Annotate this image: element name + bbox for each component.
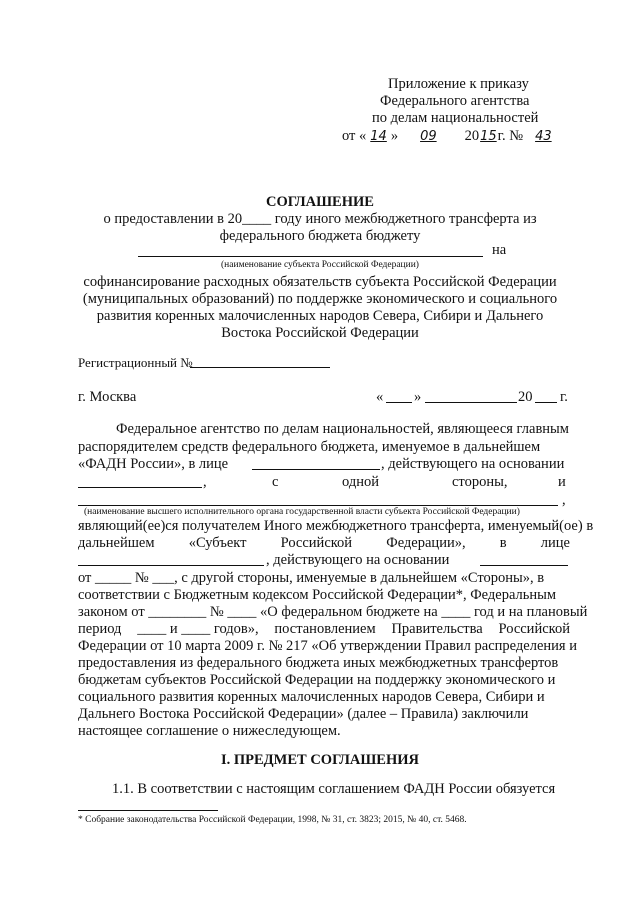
- date-prefix: от «: [342, 128, 367, 144]
- footnote-text: * Собрание законодательства Российской Федерации, 1998, № 31, ст. 3823; 2015, № 40, ст. 5468.: [78, 815, 467, 825]
- body-line-1: Федеральное агентство по делам национальностей, являющееся главным: [116, 421, 569, 437]
- body-line-18: настоящее соглашение о нижеследующем.: [78, 723, 341, 739]
- body-line-12-part-4: Правительства: [391, 621, 483, 637]
- representative-blank: [252, 469, 380, 470]
- body-line-10: соответствии с Бюджетным кодексом Российской Федерации*, Федеральным: [78, 587, 557, 603]
- date-mid: »: [390, 128, 399, 144]
- date-day-blank: [386, 402, 412, 403]
- body-line-4-comma: ,: [203, 474, 207, 490]
- authority-caption: (наименование высшего исполнительного органа государственной власти субъекта Российской Федерации): [84, 507, 520, 517]
- body-line-7-word-4: Федерации»,: [386, 535, 466, 551]
- body-line-12-part-1: период: [78, 621, 122, 637]
- body-line-3-start: «ФАДН России», в лице: [78, 456, 229, 472]
- subtitle-line-1: о предоставлении в 20____ году иного межбюджетного трансферта из: [103, 211, 537, 227]
- body-line-4-word-2: одной: [342, 474, 379, 490]
- body-line-12-part-2: ____ и ____ годов»,: [137, 621, 259, 637]
- date-year-suffix: г.: [560, 389, 568, 405]
- body-line-4-word-3: стороны,: [452, 474, 508, 490]
- body-line-7-word-1: дальнейшем: [78, 535, 155, 551]
- handwritten-year: 15: [480, 129, 497, 144]
- city-name: г. Москва: [78, 389, 137, 405]
- body-line-16: социального развития коренных малочисленных народов Севера, Сибири и: [78, 689, 545, 705]
- appendix-line-2: Федерального агентства: [380, 93, 530, 109]
- body-line-6: являющий(ее)ся получателем Иного межбюджетного трансферта, именуемый(ое) в: [78, 518, 594, 534]
- subject-name-blank: [138, 256, 483, 257]
- subtitle-line-2: федерального бюджета бюджету: [219, 228, 421, 244]
- body-line-3-end: , действующего на основании: [381, 456, 565, 472]
- body-line-9: от _____ № ___, с другой стороны, именуемые в дальнейшем «Стороны», в: [78, 570, 545, 586]
- subject-basis-blank: [480, 565, 568, 566]
- body-line-11: законом от ________ № ____ «О федеральном бюджете на ____ год и на плановый: [78, 604, 588, 620]
- handwritten-day: 14: [370, 129, 387, 144]
- body-line-7-word-5: в: [499, 535, 507, 551]
- year-prefix: 20: [464, 128, 480, 144]
- handwritten-month: 09: [420, 129, 437, 144]
- footnote-separator: [78, 810, 218, 811]
- section-1-heading: I. ПРЕДМЕТ СОГЛАШЕНИЯ: [220, 752, 419, 768]
- body-line-12: [78, 621, 570, 638]
- date-month-blank: [425, 402, 517, 403]
- body-line-17: Дальнего Востока Российской Федерации» (далее – Правила) заключили: [78, 706, 529, 722]
- number-label: г. №: [497, 128, 524, 144]
- handwritten-number: 43: [535, 129, 552, 144]
- section-1-paragraph-1: 1.1. В соответствии с настоящим соглашением ФАДН России обязуется: [112, 781, 556, 797]
- subtitle-line-5: (муниципальных образований) по поддержке экономического и социального: [82, 291, 558, 307]
- body-line-12-part-5: Российской: [498, 621, 570, 637]
- body-line-4-word-1: с: [272, 474, 279, 490]
- subtitle-line-3-end: на: [492, 242, 507, 258]
- subject-representative-blank: [78, 565, 264, 566]
- subtitle-line-4: софинансирование расходных обязательств субъекта Российской Федерации: [83, 274, 557, 290]
- body-line-7-word-3: Российской: [280, 535, 353, 551]
- basis-blank: [78, 487, 202, 488]
- body-line-7: [78, 535, 570, 552]
- body-line-8: , действующего на основании: [266, 552, 450, 568]
- document-title: СОГЛАШЕНИЕ: [266, 194, 374, 210]
- date-year-prefix: 20: [518, 389, 533, 405]
- appendix-line-3: по делам национальностей: [372, 110, 539, 126]
- body-line-15: бюджетам субъектов Российской Федерации на поддержку экономического и: [78, 672, 556, 688]
- body-line-7-word-2: «Субъект: [188, 535, 247, 551]
- appendix-line-1: Приложение к приказу: [388, 76, 529, 92]
- date-year-blank: [535, 402, 557, 403]
- body-line-12-part-3: постановлением: [274, 621, 376, 637]
- body-line-2: распорядителем средств федерального бюджета, именуемое в дальнейшем: [78, 439, 541, 455]
- subtitle-line-6: развития коренных малочисленных народов Севера, Сибири и Дальнего: [96, 308, 544, 324]
- body-line-4-word-4: и: [558, 474, 566, 490]
- date-open-quote: «: [376, 389, 384, 405]
- body-line-7-word-6: лице: [540, 535, 570, 551]
- authority-name-blank: [78, 505, 558, 506]
- subject-name-caption: (наименование субъекта Российской Федерации): [221, 260, 419, 270]
- registration-number-blank: [190, 367, 330, 368]
- body-line-5-end: ,: [562, 492, 566, 508]
- body-line-13: Федерации от 10 марта 2009 г. № 217 «Об утверждении Правил распределения и: [78, 638, 577, 654]
- date-close-quote: »: [414, 389, 422, 405]
- registration-label: Регистрационный №: [78, 355, 193, 370]
- appendix-date-line: [342, 128, 558, 145]
- body-line-14: предоставления из федерального бюджета иных межбюджетных трансфертов: [78, 655, 559, 671]
- subtitle-line-7: Востока Российской Федерации: [221, 325, 419, 341]
